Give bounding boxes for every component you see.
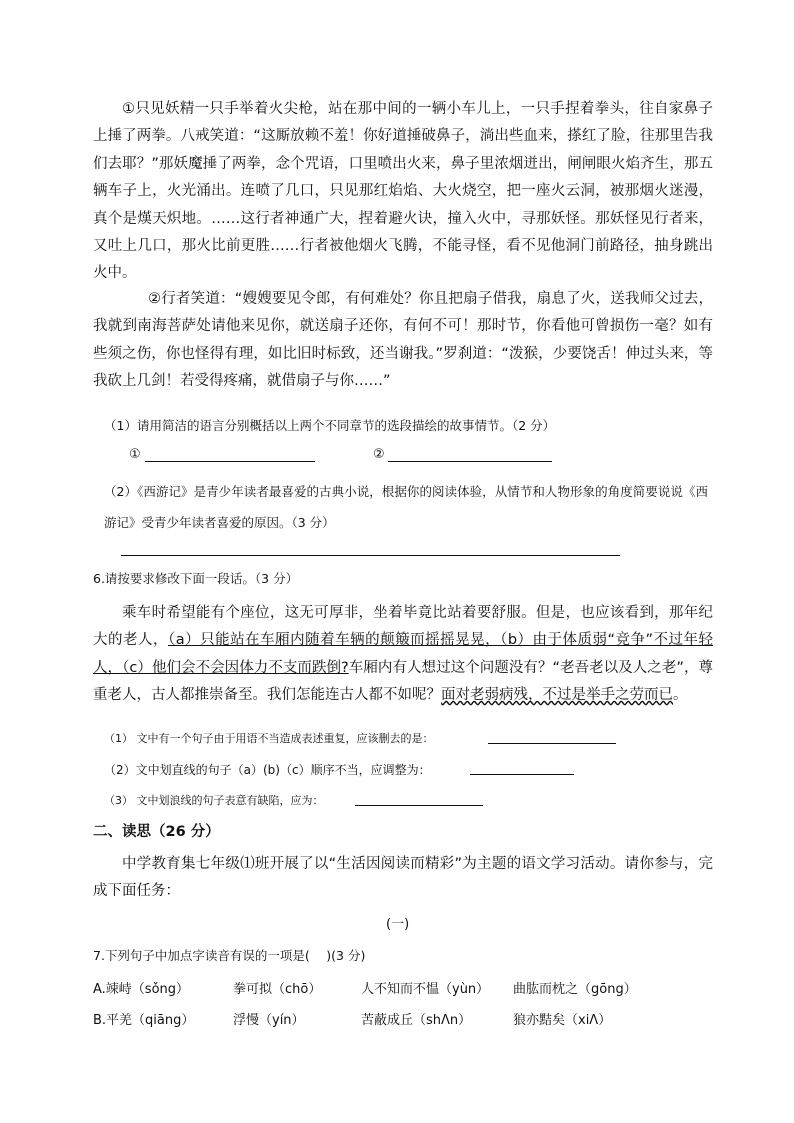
answer-mark-1: ① [129,447,141,462]
sentence-b: （b）由于体质弱“竞争”不过年轻人， [93,632,714,676]
question-6-2: （2）文中划直线的句子（a）(b)（c）顺序不当，应调整为： [104,763,431,777]
question-6-1: （1） 文中有一个句子由于用语不当造成表述重复，应该删去的是： [104,732,434,745]
answer-line-1[interactable] [145,461,315,462]
question-7: 7.下列句子中加点字读音有误的一项是( )(3 分) [93,948,366,963]
option-b-2: 浮慢（yín） [233,1013,305,1028]
question-2: （2）《西游记》是青少年读者最喜爱的古典小说，根据你的阅读体验，从情节和人物形象的角度简要说说《西游记》受青少年读者喜爱的原因。（3 分） [104,484,708,530]
option-b-1[interactable]: B.平羌（qiāng） [93,1013,195,1028]
answer-line-6-2[interactable] [470,774,574,775]
option-a-4: 曲肱而枕之（gōng） [513,982,637,997]
answer-line-q2[interactable] [121,555,620,556]
passage-text-1: 乘车时希望能有个座位，这无可厚非，坐着毕竟比站着要舒服。但是，也应该看到，那年纪大的老人， [93,605,713,649]
passage-text-2: 车厢内有人想过这个问题没有？“老吾老以及人之老”，尊重老人，古人都推崇备至。我们怎能连古人都不如呢？ [93,659,713,704]
option-a-1[interactable]: A.竦峙（sǒng） [93,982,190,997]
sentence-c: （c）他们会不会因体力不支而跌倒? [122,659,349,676]
question-6-3: （3） 文中划浪线的句子表意有缺陷，应为： [104,794,324,807]
answer-line-6-3[interactable] [355,805,483,806]
option-b-4: 狼亦黠矣（xiΛ） [513,1013,612,1028]
option-b-3: 苦蔽成丘（shΛn） [361,1013,472,1028]
sentence-a: （a）只能站在车厢内随着车辆的颠簸而摇摇晃晃， [168,632,501,649]
answer-line-6-1[interactable] [488,743,616,744]
question-6-passage [93,600,713,710]
answer-mark-2: ② [373,447,385,462]
passage-2: ②行者笑道：“嫂嫂要见令郎，有何难处？你且把扇子借我，扇息了火，送我师父过去，我就到南海菩萨处请他来见你，就送扇子还你，有何不可！那时节，你看他可曾损伤一毫？如有些须之伤，你也怪得有理，如比旧时标致，还当谢我。”罗刹道：“泼猴，少要饶舌！伸过头来，等我砍上几剑！若受得疼痛，就借扇子与你……” [93,291,713,390]
part-1-title: (一) [386,917,410,932]
section-2-title: 二、读思（26 分） [93,824,220,840]
passage-1: ①只见妖精一只手举着火尖枪，站在那中间的一辆小车儿上，一只手捏着拳头，往自家鼻子上捶了两拳。八戒笑道：“这厮放赖不羞！你好道捶破鼻子，淌出些血来，搽红了脸，往那里告我们去耶？”那妖魔捶了两拳，念个咒语，口里喷出火来，鼻子里浓烟迸出，闸闸眼火焰齐生，那五辆车子上，火光涌出。连喷了几口，只见那红焰焰、大火烧空，把一座火云洞，被那烟火迷漫，真个是熯天炽地。……这行者神通广大，捏着避火诀，撞入火中，寻那妖怪。那妖怪见行者来，又吐上几口，那火比前更胜……行者被他烟火飞腾，不能寻怪，看不见他洞门前路径，抽身跳出火中。 [93,101,713,282]
question-6: 6.请按要求修改下面一段话。（3 分） [93,571,299,586]
answer-line-2[interactable] [388,461,552,462]
option-a-3: 人不知而不愠（yùn） [361,982,490,997]
option-a-2: 拳可拟（chō） [233,982,322,997]
sentence-wavy: 面对老弱病残，不过是举手之劳而已 [441,687,673,704]
passage-end: 。 [673,687,688,704]
question-1: （1）请用简洁的语言分别概括以上两个不同章节的选段描绘的故事情节。（2 分） [104,418,556,433]
activity-intro: 中学教育集七年级⑴班开展了以“生活因阅读而精彩”为主题的语文学习活动。请你参与，完成下面任务： [93,856,713,900]
